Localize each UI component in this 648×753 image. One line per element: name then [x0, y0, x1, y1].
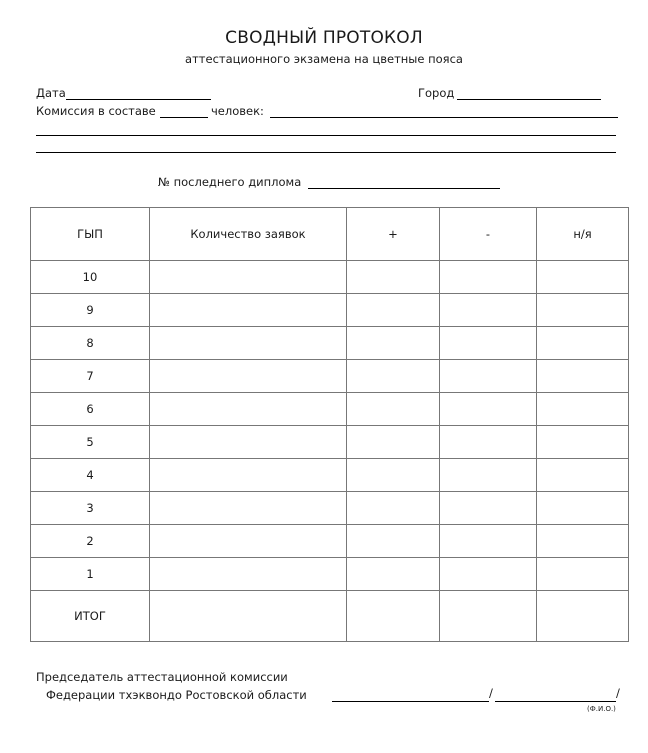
minus-cell[interactable]	[440, 525, 537, 558]
applications-cell[interactable]	[150, 294, 347, 327]
applications-cell[interactable]	[150, 393, 347, 426]
gyp-cell: 5	[31, 426, 150, 459]
document-subtitle: аттестационного экзамена на цветные пояса	[185, 52, 463, 66]
persons-label: человек:	[211, 104, 264, 118]
commission-members-field-2[interactable]	[36, 135, 616, 136]
signature-slash-2: /	[616, 686, 620, 700]
plus-cell[interactable]	[347, 294, 440, 327]
table-row	[31, 393, 629, 426]
commission-members-field-1[interactable]	[270, 117, 618, 118]
gyp-cell: 8	[31, 327, 150, 360]
applications-cell[interactable]	[150, 261, 347, 294]
gyp-cell: 2	[31, 525, 150, 558]
column-header: ГЫП	[31, 208, 150, 261]
applications-cell[interactable]	[150, 492, 347, 525]
plus-cell[interactable]	[347, 360, 440, 393]
applications-cell[interactable]	[150, 327, 347, 360]
diploma-label: № последнего диплома	[158, 175, 302, 189]
minus-cell[interactable]	[440, 558, 537, 591]
commission-count-field[interactable]	[160, 117, 208, 118]
table-row	[31, 558, 629, 591]
table-row	[31, 294, 629, 327]
document-title: СВОДНЫЙ ПРОТОКОЛ	[225, 28, 423, 48]
chairman-title-line1: Председатель аттестационной комиссии	[36, 670, 288, 684]
absent-cell[interactable]	[537, 525, 629, 558]
date-label: Дата	[36, 86, 66, 100]
applications-cell[interactable]	[150, 525, 347, 558]
absent-cell[interactable]	[537, 360, 629, 393]
gyp-cell: 7	[31, 360, 150, 393]
total-plus-cell[interactable]	[347, 591, 440, 642]
absent-cell[interactable]	[537, 426, 629, 459]
applications-cell[interactable]	[150, 426, 347, 459]
table-row	[31, 327, 629, 360]
chairman-title-line2: Федерации тхэквондо Ростовской области	[46, 688, 307, 702]
gyp-cell: 6	[31, 393, 150, 426]
minus-cell[interactable]	[440, 492, 537, 525]
table-row	[31, 261, 629, 294]
signature-field[interactable]	[332, 701, 489, 702]
city-field[interactable]	[457, 99, 601, 100]
total-applications-cell[interactable]	[150, 591, 347, 642]
date-field[interactable]	[66, 99, 211, 100]
gyp-cell: 3	[31, 492, 150, 525]
gyp-cell: 4	[31, 459, 150, 492]
absent-cell[interactable]	[537, 393, 629, 426]
column-header: Количество заявок	[150, 208, 347, 261]
plus-cell[interactable]	[347, 459, 440, 492]
diploma-field[interactable]	[308, 188, 500, 189]
plus-cell[interactable]	[347, 261, 440, 294]
table-row	[31, 360, 629, 393]
column-header: -	[440, 208, 537, 261]
minus-cell[interactable]	[440, 327, 537, 360]
column-header: н/я	[537, 208, 629, 261]
total-absent-cell[interactable]	[537, 591, 629, 642]
absent-cell[interactable]	[537, 327, 629, 360]
plus-cell[interactable]	[347, 327, 440, 360]
signature-slash-1: /	[489, 686, 493, 700]
table-row	[31, 525, 629, 558]
absent-cell[interactable]	[537, 294, 629, 327]
total-minus-cell[interactable]	[440, 591, 537, 642]
minus-cell[interactable]	[440, 360, 537, 393]
table-row	[31, 426, 629, 459]
plus-cell[interactable]	[347, 393, 440, 426]
city-label: Город	[418, 86, 455, 100]
absent-cell[interactable]	[537, 261, 629, 294]
absent-cell[interactable]	[537, 459, 629, 492]
commission-label: Комиссия в составе	[36, 104, 156, 118]
gyp-cell: 9	[31, 294, 150, 327]
total-label: ИТОГ	[31, 591, 150, 642]
results-table	[30, 207, 629, 642]
column-header: +	[347, 208, 440, 261]
plus-cell[interactable]	[347, 558, 440, 591]
table-row	[31, 459, 629, 492]
gyp-cell: 1	[31, 558, 150, 591]
minus-cell[interactable]	[440, 426, 537, 459]
plus-cell[interactable]	[347, 426, 440, 459]
applications-cell[interactable]	[150, 459, 347, 492]
gyp-cell: 10	[31, 261, 150, 294]
fio-label: (Ф.И.О.)	[587, 705, 616, 713]
applications-cell[interactable]	[150, 360, 347, 393]
minus-cell[interactable]	[440, 261, 537, 294]
commission-members-field-3[interactable]	[36, 152, 616, 153]
table-header-row	[31, 208, 629, 261]
minus-cell[interactable]	[440, 459, 537, 492]
minus-cell[interactable]	[440, 393, 537, 426]
absent-cell[interactable]	[537, 558, 629, 591]
absent-cell[interactable]	[537, 492, 629, 525]
table-row	[31, 492, 629, 525]
plus-cell[interactable]	[347, 525, 440, 558]
fio-field[interactable]	[495, 701, 616, 702]
applications-cell[interactable]	[150, 558, 347, 591]
minus-cell[interactable]	[440, 294, 537, 327]
table-total-row	[31, 591, 629, 642]
plus-cell[interactable]	[347, 492, 440, 525]
